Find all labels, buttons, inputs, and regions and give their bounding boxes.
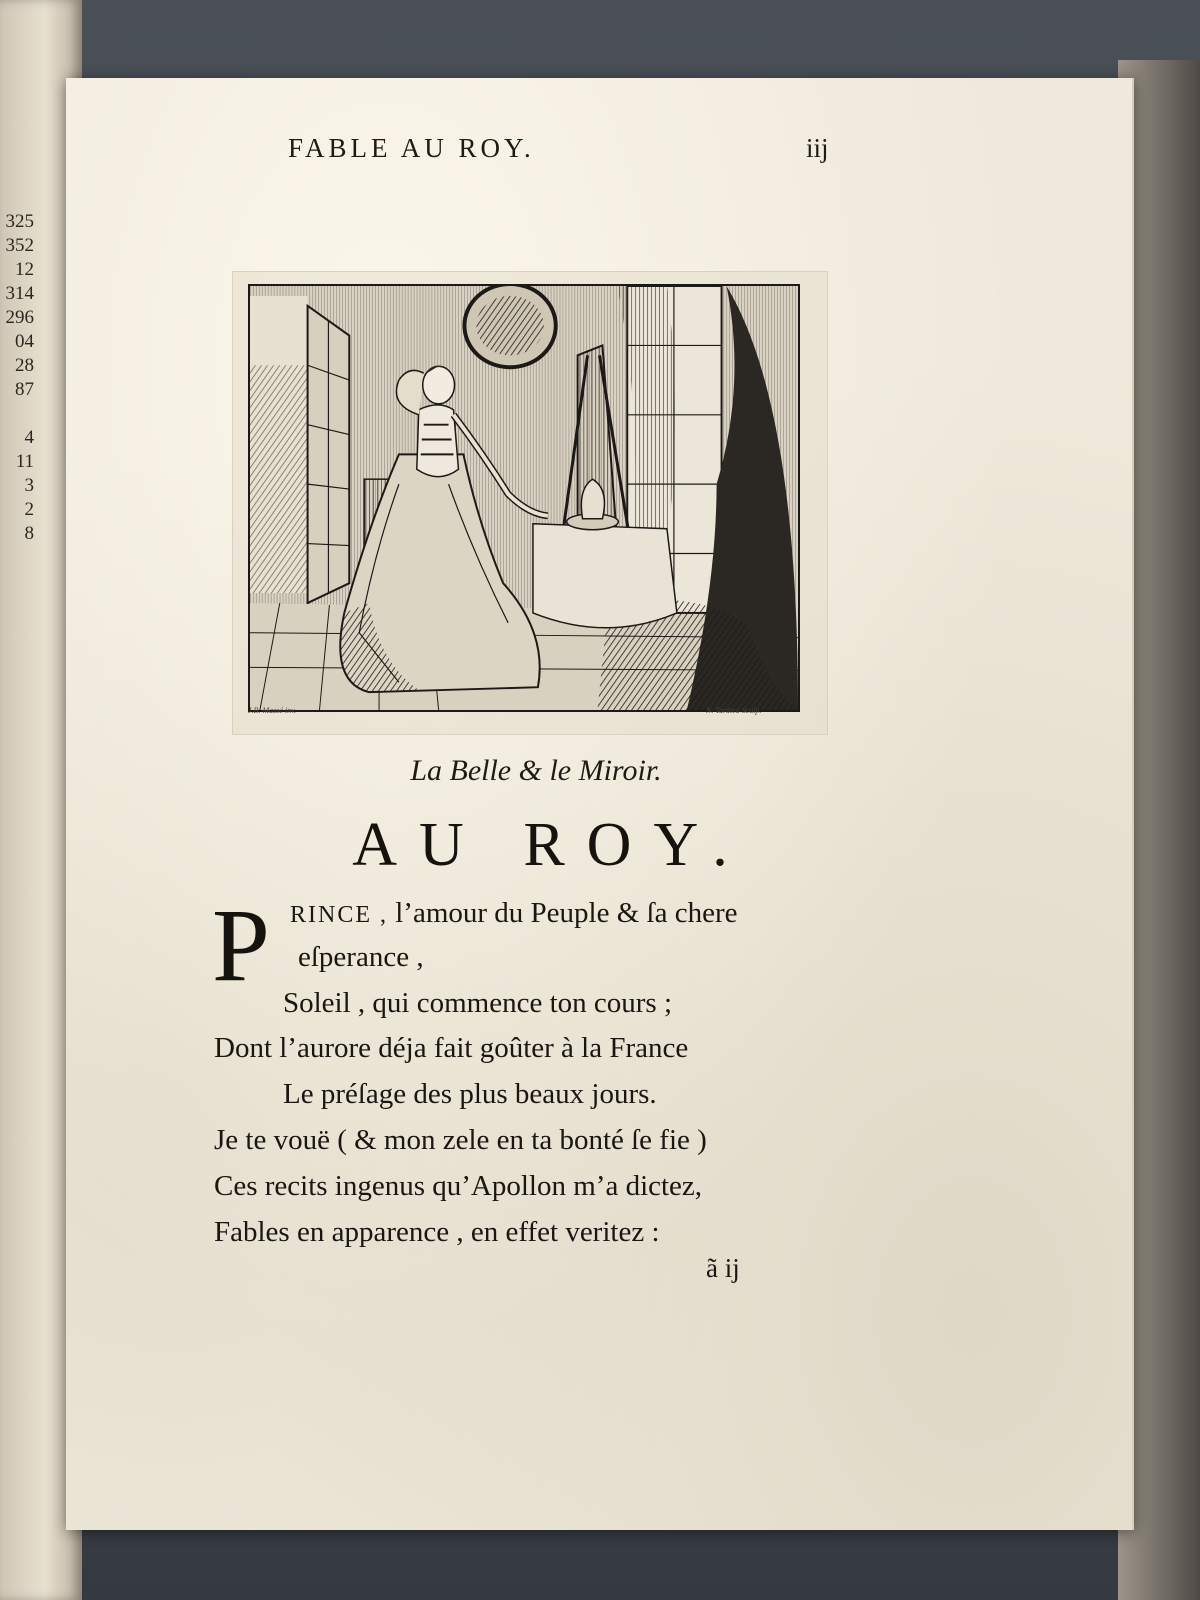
facing-page-number: 314 [5,283,34,304]
facing-page-number: 87 [15,379,34,400]
poem-line-1-text: l’amour du Peuple & ſa chere [388,897,738,929]
running-head-title: FABLE AU ROY. [288,133,535,163]
facing-page-number: 296 [5,307,34,328]
facing-page-number: 12 [15,259,34,280]
poem-line-6: Je te vouë ( & mon zele en ta bonté ſe fie ) [214,1124,707,1156]
facing-page-numbers [0,210,34,546]
poem-line-2: eſperance , [298,941,424,973]
poem-line-7: Ces recits ingenus qu’Apollon m’a dictez, [214,1170,703,1202]
signature-mark: ã ij [706,1253,740,1283]
engraving-illustration [248,284,800,712]
facing-page-number: 28 [15,355,34,376]
facing-page-number [0,402,34,426]
facing-page-number: 3 [24,475,34,496]
facing-page-number: 2 [24,499,34,520]
facing-page-number: 04 [15,331,34,352]
page-folio: iij [806,133,829,163]
illustration-caption: La Belle & le Miroir. [410,754,662,787]
poem-line-8: Fables en apparence , en effet veritez : [214,1216,660,1248]
poem-line-4: Dont l’aurore déja fait goûter à la France [214,1032,689,1064]
illustrator-credit: J.B. Massé inv. [248,706,297,715]
dedication-heading: AU ROY. [352,811,750,879]
facing-page-number: 325 [5,211,34,232]
facing-page-number: 352 [5,235,34,256]
facing-page-number: 8 [24,523,34,544]
engraving-drawing [250,286,798,710]
poem-line-1-smallcaps: RINCE , [290,902,388,928]
facing-page-number: 4 [24,427,34,448]
engraver-credit: N. Tardieu Sculp. [706,706,762,715]
poem-line-3: Soleil , qui commence ton cours ; [283,987,673,1019]
poem-line-5: Le préſage des plus beaux jours. [283,1078,657,1110]
facing-page-number: 11 [15,451,34,472]
drop-capital: P [212,888,270,1003]
poem-line-1 [290,897,738,930]
